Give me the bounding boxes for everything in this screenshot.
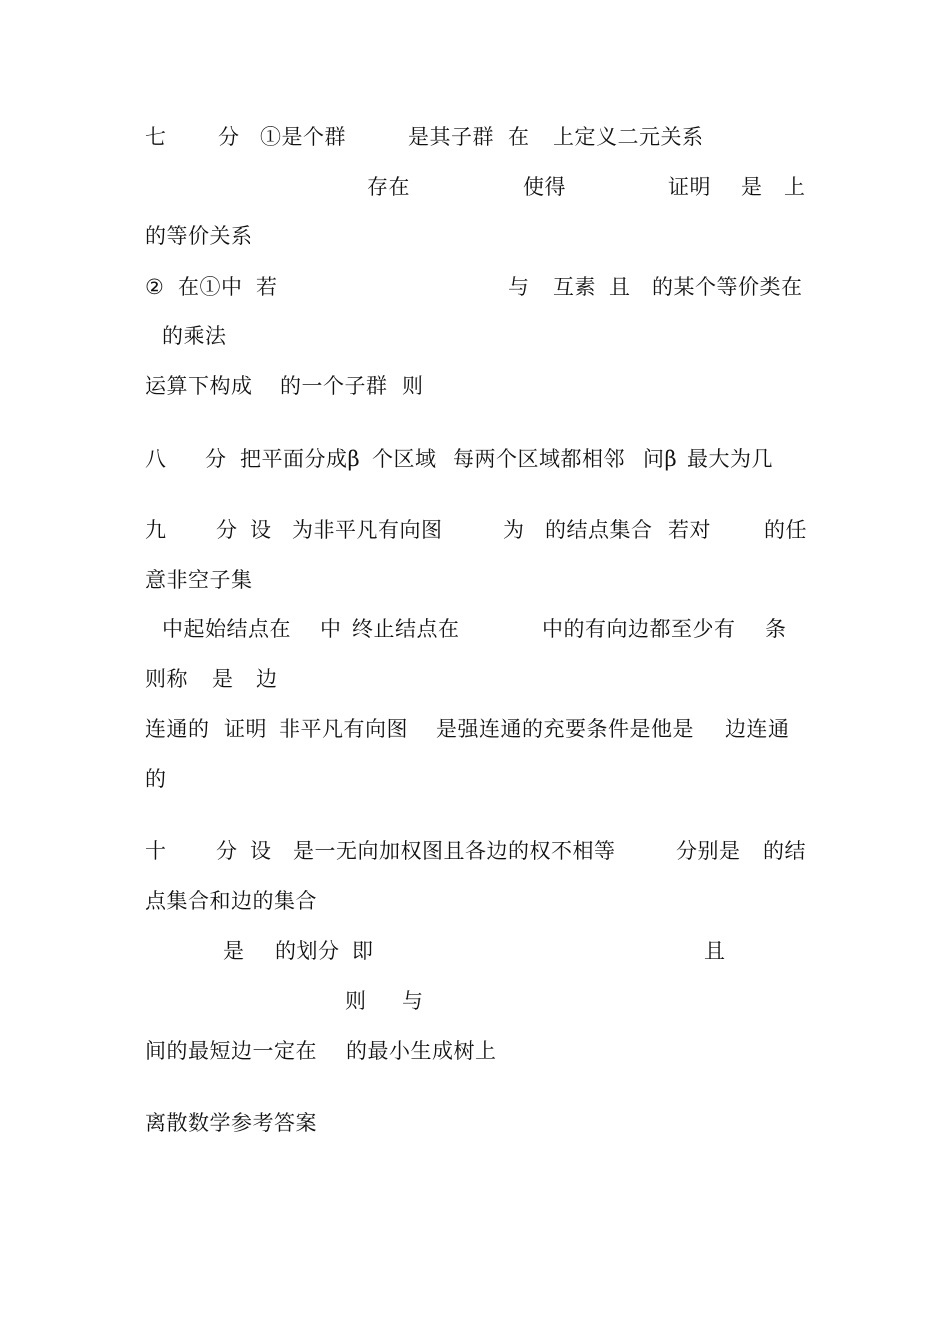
- q8-text: 把平面分成β: [240, 447, 361, 471]
- q7-text: 互素: [553, 275, 596, 299]
- q7-text: 存在: [367, 175, 410, 199]
- q7-text: 在①中: [178, 275, 243, 299]
- q7-text: 的某个等价类在: [652, 275, 803, 299]
- q7-text: ①是个群: [260, 125, 346, 149]
- q10-text: 的划分: [275, 939, 340, 963]
- q7-points: 分: [218, 125, 240, 149]
- q10-text: 间的最短边一定在: [145, 1039, 317, 1063]
- q10-text: 与: [402, 989, 424, 1013]
- q9-points: 分: [216, 518, 238, 542]
- q9-text: 意非空子集: [145, 568, 253, 592]
- q7-text: 则: [402, 374, 424, 398]
- q8-number: 八: [145, 447, 167, 471]
- q9-text: 若对: [668, 518, 711, 542]
- q7-text: 使得: [523, 175, 566, 199]
- q7-text: 运算下构成: [145, 374, 253, 398]
- q10-text: 是一无向加权图且各边的权不相等: [293, 839, 616, 863]
- q10-points: 分: [216, 839, 238, 863]
- q9-text: 的: [145, 767, 167, 791]
- q9-text: 的任: [764, 518, 807, 542]
- q10-number: 十: [145, 839, 167, 863]
- q9-text: 证明: [224, 717, 267, 741]
- q7-subpart-2: ②: [145, 275, 165, 299]
- q8-points: 分: [205, 447, 227, 471]
- q10-text: 设: [250, 839, 272, 863]
- q9-text: 的结点集合: [545, 518, 653, 542]
- q7-text: 是其子群: [408, 125, 494, 149]
- q7-text: 若: [256, 275, 278, 299]
- q9-text: 中的有向边都至少有: [542, 617, 736, 641]
- q8-text: 问β: [643, 447, 678, 471]
- q9-text: 中起始结点在: [162, 617, 291, 641]
- answer-key-heading: 离散数学参考答案: [145, 1111, 317, 1135]
- q9-text: 边连通: [725, 717, 790, 741]
- q7-text: 上定义二元关系: [553, 125, 704, 149]
- q7-text: 上: [784, 175, 806, 199]
- q10-text: 即: [352, 939, 374, 963]
- q7-text: 且: [609, 275, 631, 299]
- q7-text: 的一个子群: [280, 374, 388, 398]
- q10-text: 分别是: [676, 839, 741, 863]
- q7-text: 是: [741, 175, 763, 199]
- q7-text: 的乘法: [162, 324, 227, 348]
- q7-text: 证明: [668, 175, 711, 199]
- q9-text: 终止结点在: [352, 617, 460, 641]
- q9-text: 连通的: [145, 717, 210, 741]
- q10-text: 则: [345, 989, 367, 1013]
- q9-text: 设: [250, 518, 272, 542]
- q10-text: 且: [704, 939, 726, 963]
- q10-text: 点集合和边的集合: [145, 889, 317, 913]
- q9-text: 是: [212, 667, 234, 691]
- q9-text: 条: [765, 617, 787, 641]
- q9-text: 非平凡有向图: [279, 717, 408, 741]
- q8-text: 最大为几: [687, 447, 773, 471]
- q10-text: 的最小生成树上: [346, 1039, 497, 1063]
- q8-text: 个区域: [372, 447, 437, 471]
- q9-text: 边: [256, 667, 278, 691]
- q10-text: 的结: [763, 839, 806, 863]
- q9-text: 为: [503, 518, 525, 542]
- q10-text: 是: [223, 939, 245, 963]
- q9-text: 中: [320, 617, 342, 641]
- q8-text: 每两个区域都相邻: [453, 447, 625, 471]
- q7-number: 七: [145, 125, 167, 149]
- q9-text: 是强连通的充要条件是他是: [436, 717, 694, 741]
- q7-text: 在: [508, 125, 530, 149]
- q7-text: 的等价关系: [145, 224, 253, 248]
- q9-text: 则称: [145, 667, 188, 691]
- q9-number: 九: [145, 518, 167, 542]
- q7-text: 与: [508, 275, 530, 299]
- q9-text: 为非平凡有向图: [292, 518, 443, 542]
